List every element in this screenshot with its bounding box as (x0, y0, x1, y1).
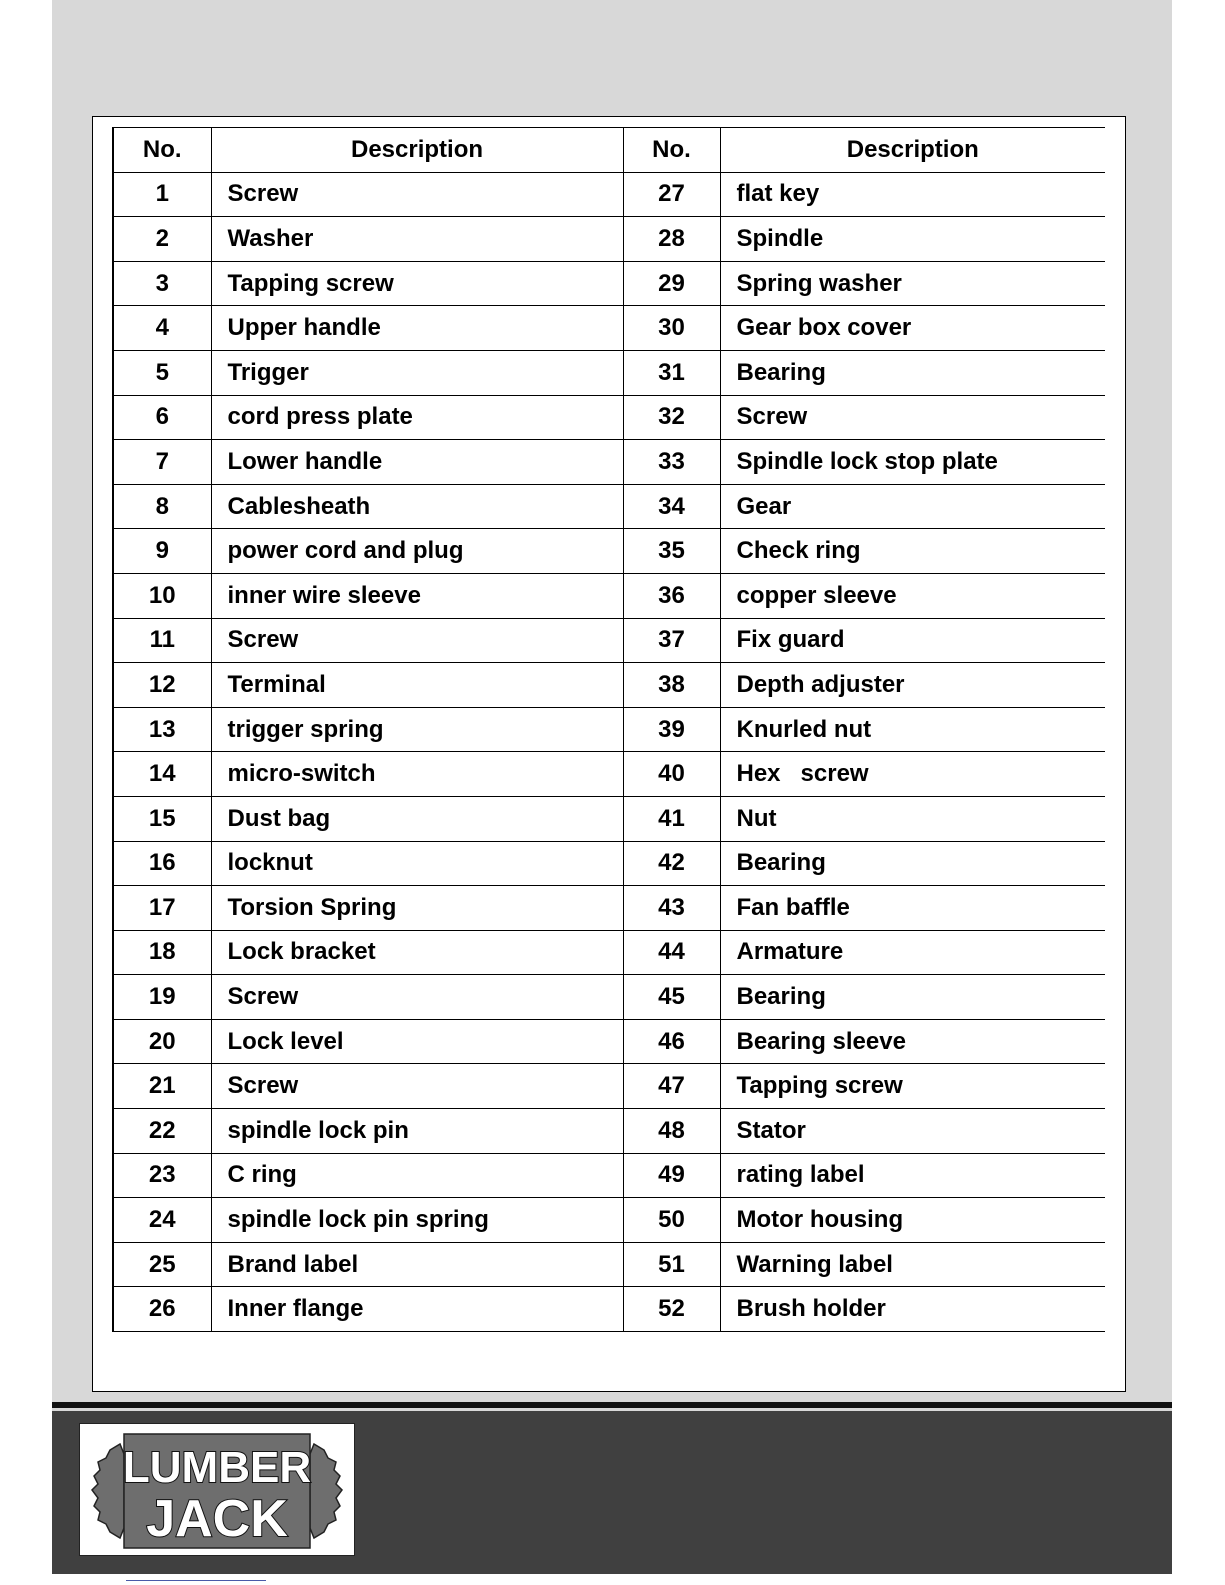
part-no-right: 37 (623, 618, 720, 663)
part-no-right: 27 (623, 172, 720, 217)
part-no-right: 50 (623, 1198, 720, 1243)
part-no-left: 4 (113, 306, 211, 351)
lumberjack-logo (79, 1423, 355, 1556)
table-row (113, 573, 1105, 618)
saw-blade-logo-icon (80, 1424, 354, 1555)
table-row (113, 618, 1105, 663)
part-description-right: Bearing (720, 841, 1105, 886)
part-description-right: Gear (720, 484, 1105, 529)
part-no-right: 31 (623, 350, 720, 395)
part-no-right: 44 (623, 930, 720, 975)
part-description-right: Depth adjuster (720, 663, 1105, 708)
part-description-right: Brush holder (720, 1287, 1105, 1332)
table-row (113, 886, 1105, 931)
part-no-left: 14 (113, 752, 211, 797)
part-description-left: Brand label (211, 1242, 623, 1287)
part-description-right: Screw (720, 395, 1105, 440)
table-row (113, 172, 1105, 217)
parts-table-frame (92, 116, 1126, 1392)
part-no-left: 3 (113, 261, 211, 306)
part-description-left: Tapping screw (211, 261, 623, 306)
part-no-right: 35 (623, 529, 720, 574)
part-no-left: 12 (113, 663, 211, 708)
part-description-right: Spindle lock stop plate (720, 440, 1105, 485)
part-description-right: copper sleeve (720, 573, 1105, 618)
part-no-left: 2 (113, 217, 211, 262)
table-row (113, 663, 1105, 708)
part-description-right: flat key (720, 172, 1105, 217)
part-description-left: Inner flange (211, 1287, 623, 1332)
table-row (113, 1153, 1105, 1198)
table-row (113, 975, 1105, 1020)
table-row (113, 217, 1105, 262)
part-description-right: Bearing (720, 350, 1105, 395)
part-no-right: 49 (623, 1153, 720, 1198)
part-no-right: 47 (623, 1064, 720, 1109)
part-no-left: 24 (113, 1198, 211, 1243)
part-no-left: 19 (113, 975, 211, 1020)
part-no-right: 36 (623, 573, 720, 618)
part-no-left: 25 (113, 1242, 211, 1287)
part-description-left: Torsion Spring (211, 886, 623, 931)
table-row (113, 1198, 1105, 1243)
part-description-left: Lock level (211, 1019, 623, 1064)
table-row (113, 1242, 1105, 1287)
table-row (113, 350, 1105, 395)
table-row (113, 529, 1105, 574)
part-no-left: 23 (113, 1153, 211, 1198)
part-no-left: 26 (113, 1287, 211, 1332)
part-description-right: Bearing sleeve (720, 1019, 1105, 1064)
part-description-right: Fan baffle (720, 886, 1105, 931)
part-no-left: 15 (113, 796, 211, 841)
header-no-right: No. (623, 128, 720, 173)
part-description-left: Lock bracket (211, 930, 623, 975)
part-description-left: Screw (211, 975, 623, 1020)
header-description-left: Description (211, 128, 623, 173)
part-no-left: 22 (113, 1109, 211, 1154)
part-description-right: Warning label (720, 1242, 1105, 1287)
part-no-right: 48 (623, 1109, 720, 1154)
part-description-left: Screw (211, 1064, 623, 1109)
part-description-right: Spindle (720, 217, 1105, 262)
part-no-left: 11 (113, 618, 211, 663)
part-no-left: 20 (113, 1019, 211, 1064)
table-row (113, 752, 1105, 797)
part-no-right: 33 (623, 440, 720, 485)
part-description-left: Trigger (211, 350, 623, 395)
part-no-left: 9 (113, 529, 211, 574)
part-description-left: Screw (211, 172, 623, 217)
table-row (113, 1019, 1105, 1064)
part-description-right: Nut (720, 796, 1105, 841)
part-description-left: Upper handle (211, 306, 623, 351)
part-description-right: Bearing (720, 975, 1105, 1020)
part-no-left: 17 (113, 886, 211, 931)
part-no-right: 39 (623, 707, 720, 752)
part-no-right: 43 (623, 886, 720, 931)
part-description-left: spindle lock pin (211, 1109, 623, 1154)
part-description-left: inner wire sleeve (211, 573, 623, 618)
part-no-right: 51 (623, 1242, 720, 1287)
header-no-left: No. (113, 128, 211, 173)
part-description-left: Screw (211, 618, 623, 663)
part-no-right: 46 (623, 1019, 720, 1064)
header-description-right: Description (720, 128, 1105, 173)
logo-text-line2: JACK (146, 1490, 288, 1548)
part-no-left: 6 (113, 395, 211, 440)
part-no-left: 5 (113, 350, 211, 395)
part-description-right: Hex screw (720, 752, 1105, 797)
footer-divider (52, 1402, 1172, 1408)
table-row (113, 484, 1105, 529)
part-description-left: power cord and plug (211, 529, 623, 574)
part-no-left: 13 (113, 707, 211, 752)
part-no-right: 41 (623, 796, 720, 841)
table-row (113, 1064, 1105, 1109)
table-row (113, 261, 1105, 306)
part-no-right: 34 (623, 484, 720, 529)
part-description-right: Stator (720, 1109, 1105, 1154)
part-no-left: 8 (113, 484, 211, 529)
part-no-right: 40 (623, 752, 720, 797)
table-row (113, 1109, 1105, 1154)
part-no-right: 38 (623, 663, 720, 708)
parts-table-body (113, 172, 1105, 1331)
table-row (113, 1287, 1105, 1332)
part-description-right: Gear box cover (720, 306, 1105, 351)
table-row (113, 707, 1105, 752)
parts-list-table (112, 127, 1105, 1332)
part-no-right: 45 (623, 975, 720, 1020)
part-no-left: 21 (113, 1064, 211, 1109)
part-no-left: 1 (113, 172, 211, 217)
part-no-right: 28 (623, 217, 720, 262)
part-no-right: 30 (623, 306, 720, 351)
part-description-left: Lower handle (211, 440, 623, 485)
part-description-left: micro-switch (211, 752, 623, 797)
table-row (113, 395, 1105, 440)
part-no-left: 18 (113, 930, 211, 975)
part-description-left: cord press plate (211, 395, 623, 440)
part-no-left: 16 (113, 841, 211, 886)
part-description-left: Dust bag (211, 796, 623, 841)
part-description-right: Check ring (720, 529, 1105, 574)
table-row (113, 796, 1105, 841)
part-description-right: Motor housing (720, 1198, 1105, 1243)
part-no-right: 32 (623, 395, 720, 440)
part-description-left: locknut (211, 841, 623, 886)
part-description-right: Spring washer (720, 261, 1105, 306)
table-row (113, 306, 1105, 351)
table-row (113, 930, 1105, 975)
part-no-left: 7 (113, 440, 211, 485)
part-no-right: 29 (623, 261, 720, 306)
part-description-right: Armature (720, 930, 1105, 975)
part-description-right: Tapping screw (720, 1064, 1105, 1109)
part-description-left: Terminal (211, 663, 623, 708)
part-description-left: Washer (211, 217, 623, 262)
part-description-right: Fix guard (720, 618, 1105, 663)
part-description-left: spindle lock pin spring (211, 1198, 623, 1243)
part-no-right: 52 (623, 1287, 720, 1332)
footer-bar (52, 1411, 1172, 1574)
part-no-right: 42 (623, 841, 720, 886)
part-description-left: Cablesheath (211, 484, 623, 529)
bottom-link-underline (126, 1580, 266, 1581)
part-description-right: rating label (720, 1153, 1105, 1198)
table-row (113, 841, 1105, 886)
logo-text-line1: LUMBER (122, 1443, 312, 1492)
part-no-left: 10 (113, 573, 211, 618)
table-header-row (113, 128, 1105, 173)
part-description-right: Knurled nut (720, 707, 1105, 752)
part-description-left: C ring (211, 1153, 623, 1198)
table-row (113, 440, 1105, 485)
part-description-left: trigger spring (211, 707, 623, 752)
